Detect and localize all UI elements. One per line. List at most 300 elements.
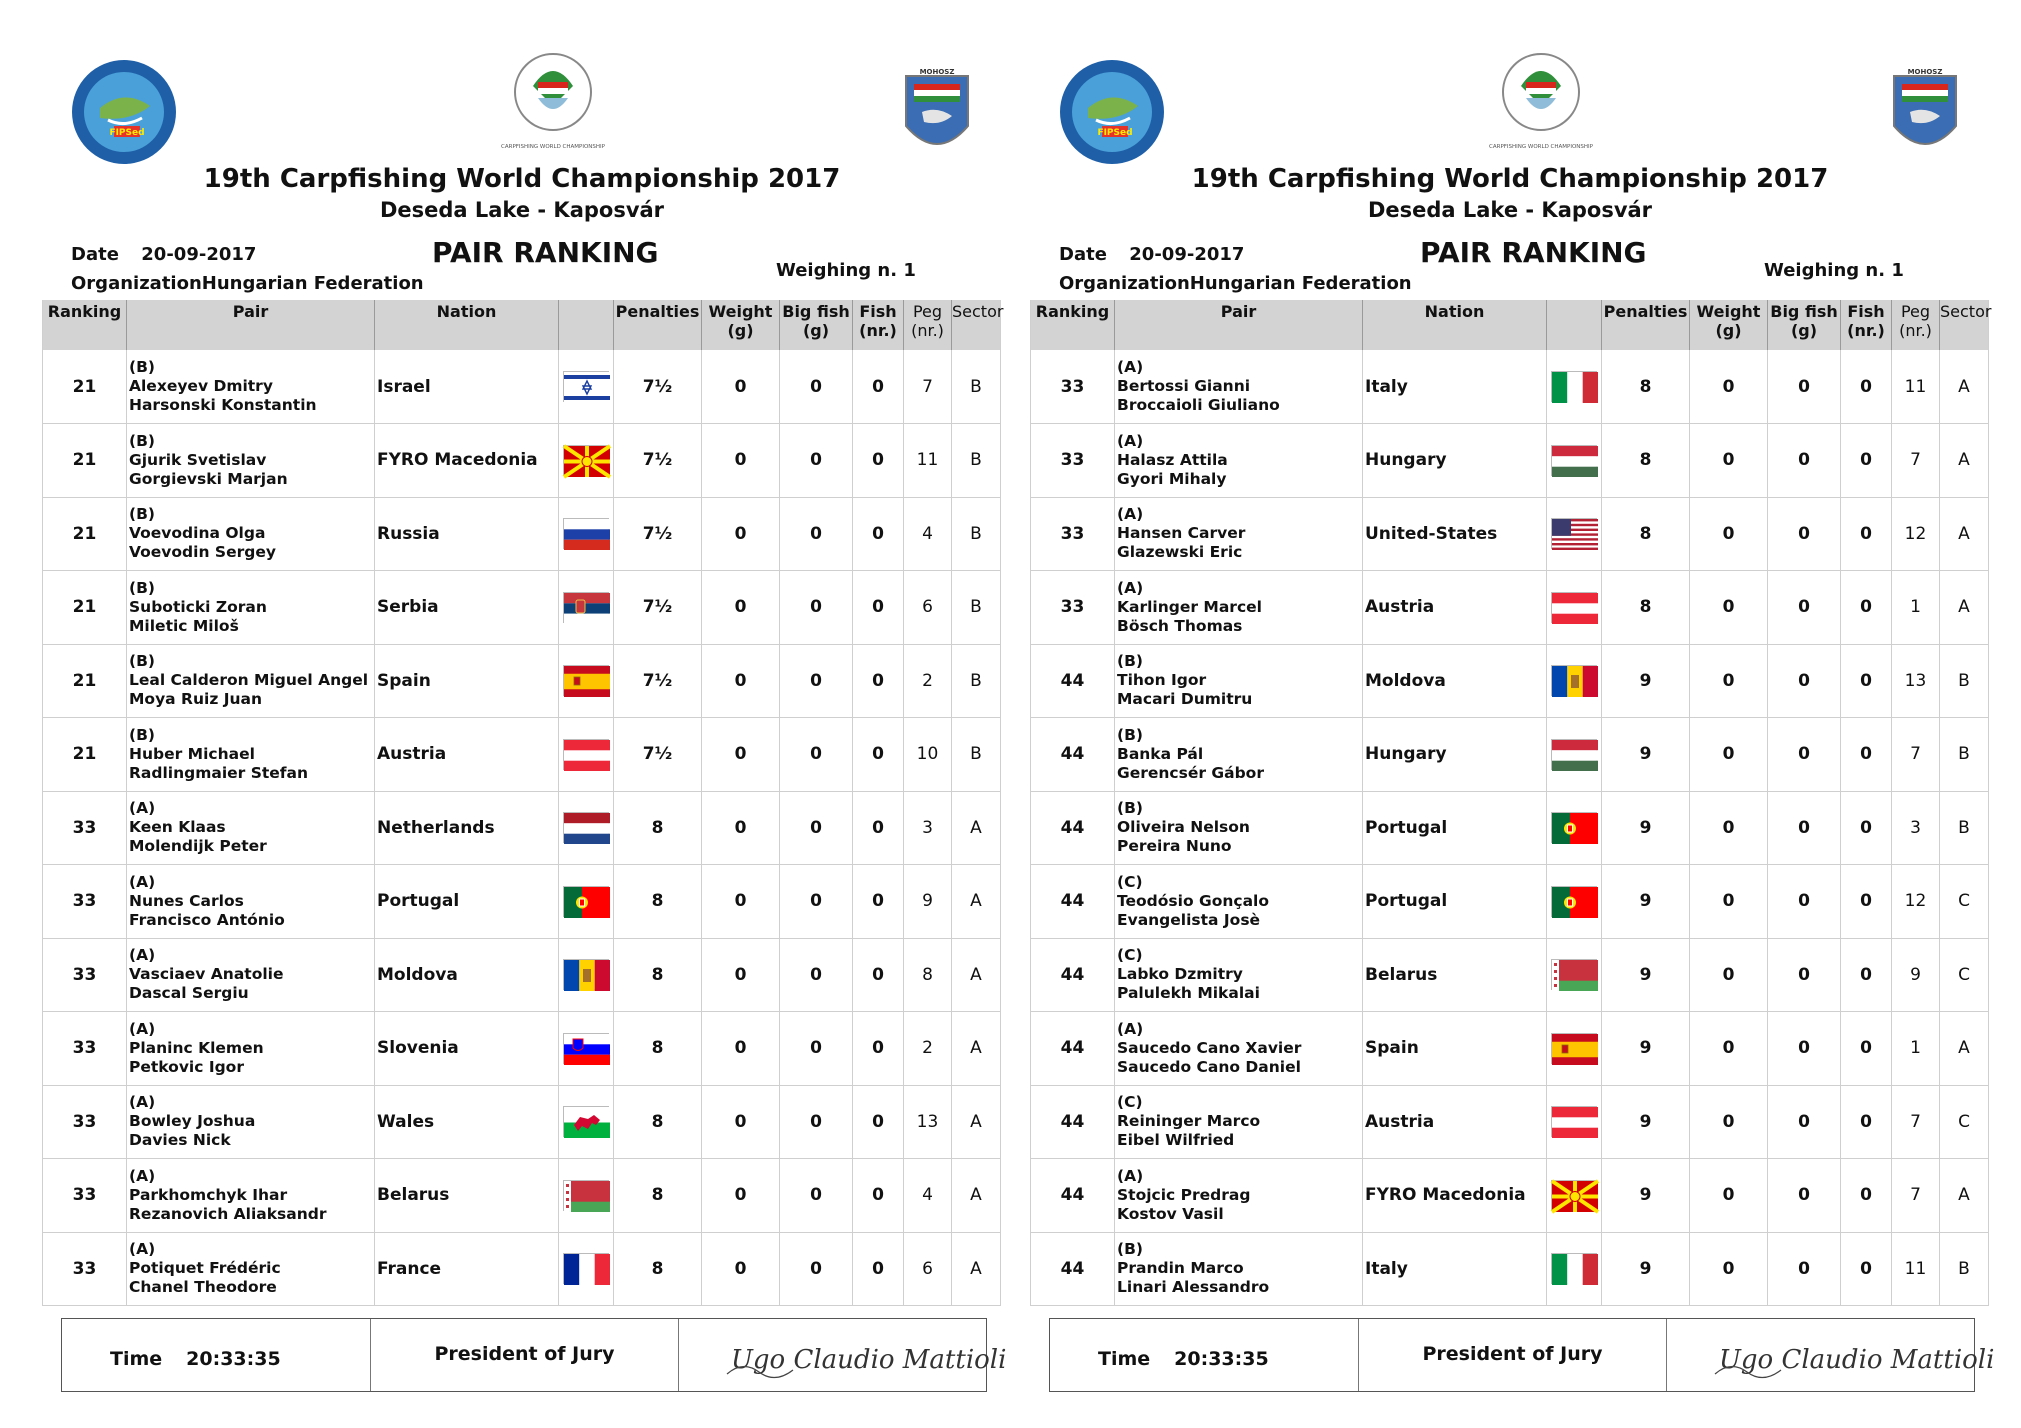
weight-cell: 0 [1690,424,1768,498]
sector-cell: A [1940,424,1989,498]
pair-group: (C) [1117,872,1143,891]
sector-cell: B [952,644,1001,718]
penalties-cell: 9 [1602,1085,1690,1159]
date-row [71,244,256,265]
sector-cell: A [952,1159,1001,1233]
col-peg [904,300,952,350]
sector-cell: C [1940,938,1989,1012]
weight-cell: 0 [702,1012,780,1086]
fish-cell: 0 [853,497,904,571]
belarus-flag-icon [1551,959,1597,990]
rank-cell: 44 [1031,791,1115,865]
table-row [1031,350,1989,424]
hungary-flag-icon [1551,739,1597,770]
moldova-flag-icon [563,959,609,990]
pair-angler-1: Prandin Marco [1117,1259,1244,1278]
pair-angler-2: Dascal Sergiu [129,984,249,1003]
pair-angler-2: Kostov Vasil [1117,1204,1224,1223]
penalties-cell: 8 [614,1085,702,1159]
nation-cell: FYRO Macedonia [1363,1159,1547,1233]
penalties-cell: 8 [614,865,702,939]
championship-logo-text: CARPFISHING WORLD CHAMPIONSHIP [501,144,605,150]
bigfish-cell: 0 [1768,1232,1841,1306]
hungary-flag-icon [1551,445,1597,476]
table-row [43,865,1001,939]
penalties-cell: 7½ [614,718,702,792]
time-value: 20:33:35 [1174,1348,1269,1370]
col-fish-label: Fish [859,302,897,321]
weight-cell: 0 [1690,791,1768,865]
signature-icon [723,1330,1006,1380]
nation-cell: Slovenia [375,1012,559,1086]
pair-angler-1: Reininger Marco [1117,1112,1261,1131]
rank-cell: 33 [1031,497,1115,571]
sector-cell: C [1940,865,1989,939]
rank-cell: 21 [43,718,127,792]
pair-ranking-title: PAIR RANKING [432,236,659,269]
pair-group: (B) [129,431,155,450]
pair-group: (B) [1117,1240,1143,1259]
peg-cell: 11 [1892,350,1940,424]
flag-cell [559,1159,614,1233]
pair-angler-2: Miletic Miloš [129,616,239,635]
weight-cell: 0 [702,865,780,939]
col-nation: Nation [375,300,559,350]
penalties-cell: 9 [1602,865,1690,939]
pair-group: (A) [129,1240,156,1259]
col-bigfish-unit: (g) [1790,321,1818,340]
pair-angler-2: Petkovic Igor [129,1057,244,1076]
sector-cell: A [1940,350,1989,424]
pair-cell [1115,644,1363,718]
pair-group: (B) [129,578,155,597]
president-of-jury-label: President of Jury [1359,1319,1667,1391]
bigfish-cell: 0 [1768,497,1841,571]
peg-cell: 13 [1892,644,1940,718]
weight-cell: 0 [702,718,780,792]
pair-cell [127,571,375,645]
fish-cell: 0 [853,1232,904,1306]
fish-cell: 0 [853,571,904,645]
pair-angler-2: Saucedo Cano Daniel [1117,1057,1301,1076]
pair-cell [1115,938,1363,1012]
col-nation: Nation [1363,300,1547,350]
rank-cell: 44 [1031,644,1115,718]
fish-cell: 0 [853,938,904,1012]
bigfish-cell: 0 [1768,424,1841,498]
pair-group: (C) [1117,946,1143,965]
flag-cell [559,718,614,792]
col-sector [1940,300,1992,350]
weight-cell: 0 [1690,1232,1768,1306]
peg-cell: 7 [904,350,952,424]
flag-cell [1547,865,1602,939]
flag-cell [1547,718,1602,792]
nation-cell: Israel [375,350,559,424]
pair-group: (A) [129,1166,156,1185]
president-of-jury-label: President of Jury [371,1319,679,1391]
pair-angler-1: Vasciaev Anatolie [129,965,284,984]
pair-group: (B) [1117,725,1143,744]
portugal-flag-icon [1551,812,1597,843]
pair-cell [1115,1232,1363,1306]
portugal-flag-icon [1551,886,1597,917]
penalties-cell: 8 [614,791,702,865]
pair-angler-1: Labko Dzmitry [1117,965,1243,984]
nation-cell: Austria [1363,571,1547,645]
col-pair: Pair [127,300,375,350]
pair-angler-1: Gjurik Svetislav [129,450,267,469]
spain-flag-icon [1551,1033,1597,1064]
nation-cell: Hungary [1363,424,1547,498]
rank-cell: 21 [43,424,127,498]
pair-group: (A) [129,872,156,891]
col-sector [952,300,1004,350]
pair-group: (A) [129,1019,156,1038]
flag-cell [1547,1085,1602,1159]
col-bigfish-unit: (g) [802,321,830,340]
france-flag-icon [563,1253,609,1284]
belarus-flag-icon [563,1180,609,1211]
rank-cell: 44 [1031,1232,1115,1306]
pair-angler-2: Macari Dumitru [1117,690,1253,709]
pair-cell [1115,571,1363,645]
organization-row [1059,273,1412,294]
nation-cell: Russia [375,497,559,571]
fish-cell: 0 [853,424,904,498]
pair-cell [127,938,375,1012]
championship-title: 19th Carpfishing World Championship 2017 [203,164,841,194]
peg-cell: 12 [1892,865,1940,939]
fish-cell: 0 [1841,865,1892,939]
col-bigfish [780,300,853,350]
flag-cell [1547,644,1602,718]
fipsed-logo-text: FIPSed [109,128,145,138]
nation-cell: Austria [375,718,559,792]
sector-cell: A [1940,1159,1989,1233]
peg-cell: 1 [1892,571,1940,645]
pair-angler-1: Tihon Igor [1117,671,1207,690]
weight-cell: 0 [702,791,780,865]
italy-flag-icon [1551,1253,1597,1284]
flag-cell [1547,350,1602,424]
penalties-cell: 9 [1602,1159,1690,1233]
bigfish-cell: 0 [780,497,853,571]
table-row [43,497,1001,571]
rank-cell: 33 [1031,350,1115,424]
peg-cell: 13 [904,1085,952,1159]
table-row [43,350,1001,424]
fish-cell: 0 [1841,571,1892,645]
pair-group: (A) [129,1093,156,1112]
col-fish-unit: (nr.) [859,321,897,340]
weight-cell: 0 [1690,644,1768,718]
pair-cell [1115,350,1363,424]
peg-cell: 9 [904,865,952,939]
pair-cell [127,424,375,498]
nation-cell: FYRO Macedonia [375,424,559,498]
col-peg-label: Peg [1900,302,1931,321]
pair-angler-1: Halasz Attila [1117,450,1228,469]
col-weight-label: Weight [708,302,773,321]
pair-angler-2: Pereira Nuno [1117,837,1232,856]
peg-cell: 8 [904,938,952,1012]
fipsed-logo-icon [70,58,178,166]
pair-angler-2: Gyori Mihaly [1117,469,1227,488]
rank-cell: 33 [43,1159,127,1233]
pair-angler-2: Moya Ruiz Juan [129,690,263,709]
table-row [43,791,1001,865]
organization-label: Organization [71,273,202,294]
weight-cell: 0 [702,571,780,645]
russia-flag-icon [563,518,609,549]
pair-cell [1115,865,1363,939]
weight-cell: 0 [702,1159,780,1233]
signature-text: Ugo Claudio Mattioli [730,1345,1006,1375]
pair-angler-2: Bösch Thomas [1117,616,1243,635]
venue-subtitle: Deseda Lake - Kaposvár [1367,198,1653,222]
pair-angler-2: Linari Alessandro [1117,1278,1270,1297]
weight-cell: 0 [702,644,780,718]
pair-angler-2: Evangelista Josè [1117,910,1261,929]
rank-cell: 44 [1031,1012,1115,1086]
pair-cell [127,1012,375,1086]
bigfish-cell: 0 [780,571,853,645]
table-row [1031,424,1989,498]
fish-cell: 0 [1841,1159,1892,1233]
table-row [1031,1085,1989,1159]
rank-cell: 44 [1031,865,1115,939]
pair-group: (B) [129,725,155,744]
col-peg [1892,300,1940,350]
fish-cell: 0 [1841,497,1892,571]
pair-group: (B) [1117,799,1143,818]
date-value: 20-09-2017 [1129,244,1245,265]
table-row [1031,938,1989,1012]
pair-group: (B) [129,652,155,671]
penalties-cell: 9 [1602,938,1690,1012]
pair-angler-1: Voevodina Olga [129,524,266,543]
pair-angler-2: Davies Nick [129,1131,231,1150]
weight-cell: 0 [702,938,780,1012]
spain-flag-icon [563,665,609,696]
rank-cell: 33 [43,1085,127,1159]
pair-group: (A) [129,799,156,818]
table-header-row [43,300,1001,350]
macedonia-flag-icon [563,445,609,476]
bigfish-cell: 0 [1768,1012,1841,1086]
pair-angler-1: Parkhomchyk Ihar [129,1185,288,1204]
bigfish-cell: 0 [780,350,853,424]
rank-cell: 33 [1031,571,1115,645]
pair-group: (A) [1117,578,1144,597]
pair-angler-2: Molendijk Peter [129,837,267,856]
table-row [1031,644,1989,718]
rank-cell: 33 [1031,424,1115,498]
footer-time [1050,1319,1359,1391]
peg-cell: 12 [1892,497,1940,571]
col-peg-unit: (nr.) [1899,321,1932,340]
pair-angler-2: Gerencsér Gábor [1117,763,1264,782]
pair-cell [127,865,375,939]
organization-label: Organization [1059,273,1190,294]
footer-time [62,1319,371,1391]
pair-angler-1: Huber Michael [129,744,255,763]
pair-angler-1: Banka Pál [1117,744,1204,763]
pair-angler-1: Alexeyev Dmitry [129,377,273,395]
rank-cell: 33 [43,791,127,865]
peg-cell: 2 [904,644,952,718]
date-value: 20-09-2017 [141,244,257,265]
slovenia-flag-icon [563,1033,609,1064]
bigfish-cell: 0 [1768,1085,1841,1159]
date-label: Date [71,244,119,265]
bigfish-cell: 0 [1768,865,1841,939]
sector-cell: A [1940,497,1989,571]
fish-cell: 0 [1841,350,1892,424]
penalties-cell: 7½ [614,424,702,498]
sector-cell: A [952,1085,1001,1159]
signature [1667,1319,1994,1391]
date-label: Date [1059,244,1107,265]
nation-cell: Belarus [1363,938,1547,1012]
weight-cell: 0 [1690,718,1768,792]
col-ranking: Ranking [1031,300,1115,350]
bigfish-cell: 0 [1768,791,1841,865]
table-row [43,1159,1001,1233]
pair-cell [1115,1159,1363,1233]
nation-cell: Austria [1363,1085,1547,1159]
table-row [1031,497,1989,571]
fish-cell: 0 [1841,1085,1892,1159]
peg-cell: 3 [1892,791,1940,865]
fish-cell: 0 [1841,791,1892,865]
pair-cell [127,497,375,571]
ranking-table [1030,300,1992,1306]
fish-cell: 0 [853,1159,904,1233]
bigfish-cell: 0 [1768,938,1841,1012]
pair-angler-1: Potiquet Frédéric [129,1259,281,1278]
sector-cell: A [952,1232,1001,1306]
col-bigfish [1768,300,1841,350]
pair-angler-2: Radlingmaier Stefan [129,763,309,782]
col-fish-unit: (nr.) [1847,321,1885,340]
pair-cell [1115,424,1363,498]
pair-angler-2: Gorgievski Marjan [129,469,288,488]
pair-cell [1115,497,1363,571]
pair-cell [127,791,375,865]
time-value: 20:33:35 [186,1348,281,1370]
col-penalties: Penalties [614,300,702,350]
flag-cell [1547,571,1602,645]
austria-flag-icon [1551,592,1597,623]
penalties-cell: 7½ [614,350,702,424]
rank-cell: 44 [1031,1159,1115,1233]
pair-group: (C) [1117,1093,1143,1112]
fish-cell: 0 [1841,938,1892,1012]
col-bigfish-label: Big fish [782,302,850,321]
austria-flag-icon [563,739,609,770]
flag-cell [559,865,614,939]
col-flag [559,300,614,350]
penalties-cell: 8 [1602,350,1690,424]
weight-cell: 0 [702,1085,780,1159]
fish-cell: 0 [1841,718,1892,792]
flag-cell [1547,424,1602,498]
rank-cell: 33 [43,865,127,939]
weight-cell: 0 [1690,1159,1768,1233]
nation-cell: United-States [1363,497,1547,571]
peg-cell: 3 [904,791,952,865]
jury-footer [1049,1318,1994,1392]
venue-subtitle: Deseda Lake - Kaposvár [379,198,665,222]
pair-cell [1115,791,1363,865]
weight-cell: 0 [1690,350,1768,424]
pair-cell [127,350,375,424]
sector-cell: B [952,571,1001,645]
nation-cell: Spain [375,644,559,718]
mohosz-logo-icon [900,66,974,164]
pair-angler-1: Hansen Carver [1117,524,1246,543]
bigfish-cell: 0 [1768,644,1841,718]
flag-cell [1547,791,1602,865]
fish-cell: 0 [853,865,904,939]
organization-value: Hungarian Federation [201,273,424,294]
table-row [43,1232,1001,1306]
organization-row [71,273,424,294]
sector-cell: A [952,1012,1001,1086]
championship-logo-icon [501,48,605,164]
rank-cell: 33 [43,938,127,1012]
weight-cell: 0 [1690,1085,1768,1159]
mohosz-logo-icon [1888,66,1962,164]
penalties-cell: 7½ [614,497,702,571]
col-penalties: Penalties [1602,300,1690,350]
penalties-cell: 9 [1602,1232,1690,1306]
moldova-flag-icon [1551,665,1597,696]
rank-cell: 44 [1031,1085,1115,1159]
sector-cell: B [1940,1232,1989,1306]
mohosz-logo-text: MOHOSZ [919,68,955,76]
weight-cell: 0 [1690,497,1768,571]
table-row [1031,1232,1989,1306]
peg-cell: 10 [904,718,952,792]
rank-cell: 33 [43,1012,127,1086]
bigfish-cell: 0 [780,1085,853,1159]
nation-cell: Moldova [375,938,559,1012]
penalties-cell: 9 [1602,1012,1690,1086]
sector-cell: A [952,865,1001,939]
nation-cell: Wales [375,1085,559,1159]
penalties-cell: 7½ [614,644,702,718]
col-bigfish-label: Big fish [1770,302,1838,321]
penalties-cell: 9 [1602,791,1690,865]
pair-angler-2: Eibel Wilfried [1117,1131,1235,1150]
nation-cell: Hungary [1363,718,1547,792]
pair-group: (B) [1117,652,1143,671]
pair-angler-1: Keen Klaas [129,818,226,837]
peg-cell: 2 [904,1012,952,1086]
championship-title: 19th Carpfishing World Championship 2017 [1191,164,1829,194]
time-label: Time [1098,1348,1151,1370]
col-weight-label: Weight [1696,302,1761,321]
flag-cell [1547,1012,1602,1086]
wales-flag-icon [563,1106,609,1137]
sector-cell: A [952,791,1001,865]
table-row [43,424,1001,498]
pair-ranking-title: PAIR RANKING [1420,236,1647,269]
usa-flag-icon [1551,518,1597,549]
